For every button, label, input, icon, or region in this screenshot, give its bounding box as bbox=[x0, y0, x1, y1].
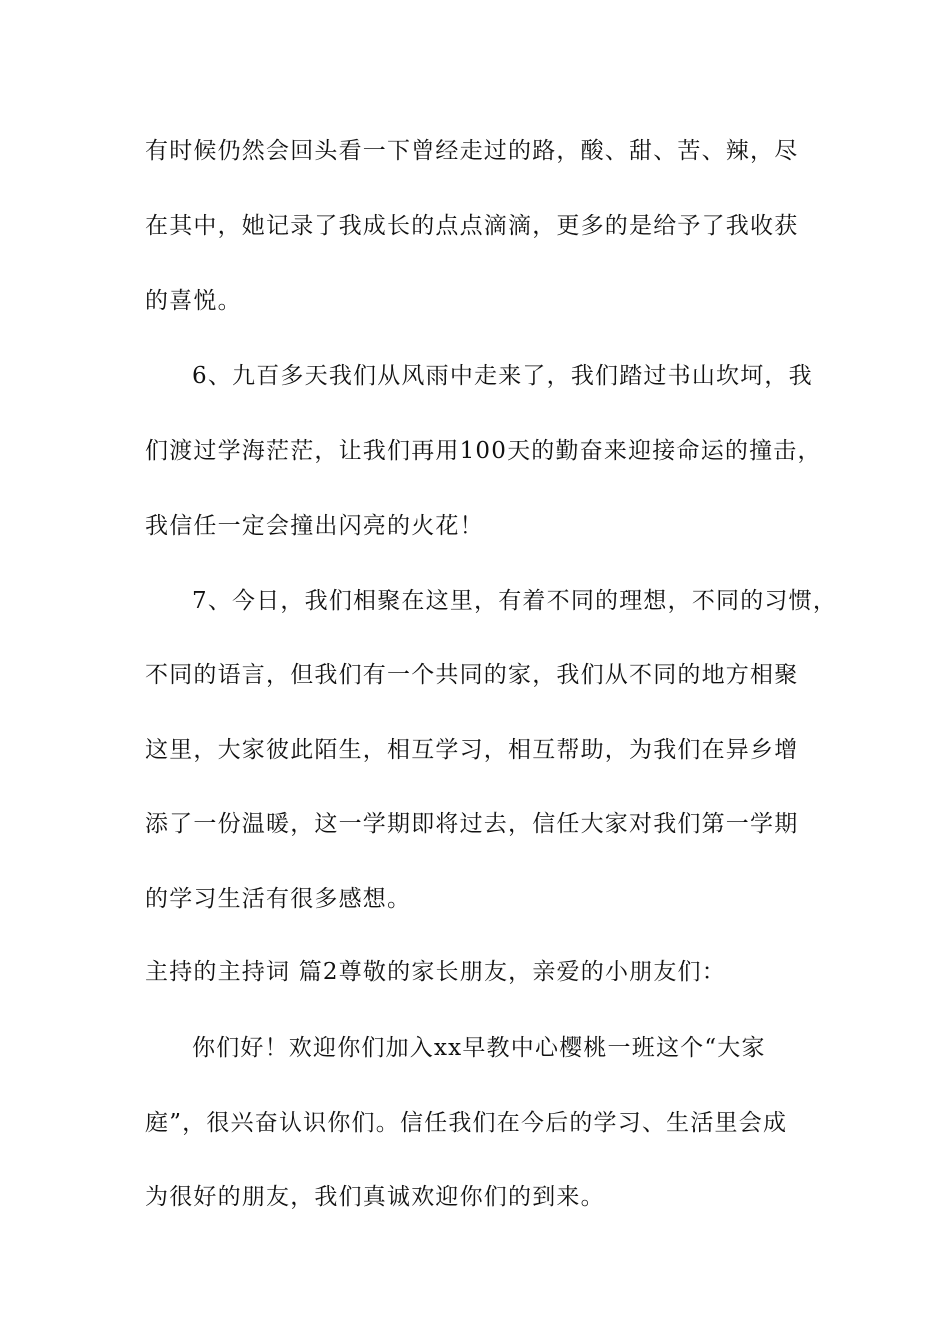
text-line: 这里，大家彼此陌生，相互学习，相互帮助，为我们在异乡增 bbox=[145, 737, 799, 763]
text-line: 的学习生活有很多感想。 bbox=[145, 886, 412, 912]
text-line: 你们好！欢迎你们加入xx早教中心樱桃一班这个“大家 bbox=[192, 1035, 766, 1061]
text-line: 为很好的朋友，我们真诚欢迎你们的到来。 bbox=[145, 1184, 605, 1210]
text-line: 我信任一定会撞出闪亮的火花！ bbox=[145, 513, 484, 539]
text-line: 在其中，她记录了我成长的点点滴滴，更多的是给予了我收获 bbox=[145, 213, 799, 239]
section-heading: 主持的主持词 篇2尊敬的家长朋友，亲爱的小朋友们： bbox=[145, 959, 726, 985]
text-line: 庭”，很兴奋认识你们。信任我们在今后的学习、生活里会成 bbox=[145, 1110, 788, 1136]
text-line: 6、九百多天我们从风雨中走来了，我们踏过书山坎坷，我 bbox=[192, 363, 813, 389]
text-line: 不同的语言，但我们有一个共同的家，我们从不同的地方相聚 bbox=[145, 662, 799, 688]
text-line: 的喜悦。 bbox=[145, 288, 242, 314]
text-line: 有时候仍然会回头看一下曾经走过的路，酸、甜、苦、辣，尽 bbox=[145, 138, 799, 164]
text-line: 7、今日，我们相聚在这里，有着不同的理想，不同的习惯， bbox=[192, 588, 838, 614]
text-line: 添了一份温暖，这一学期即将过去，信任大家对我们第一学期 bbox=[145, 811, 799, 837]
text-line: 们渡过学海茫茫，让我们再用100天的勤奋来迎接命运的撞击， bbox=[145, 438, 822, 464]
